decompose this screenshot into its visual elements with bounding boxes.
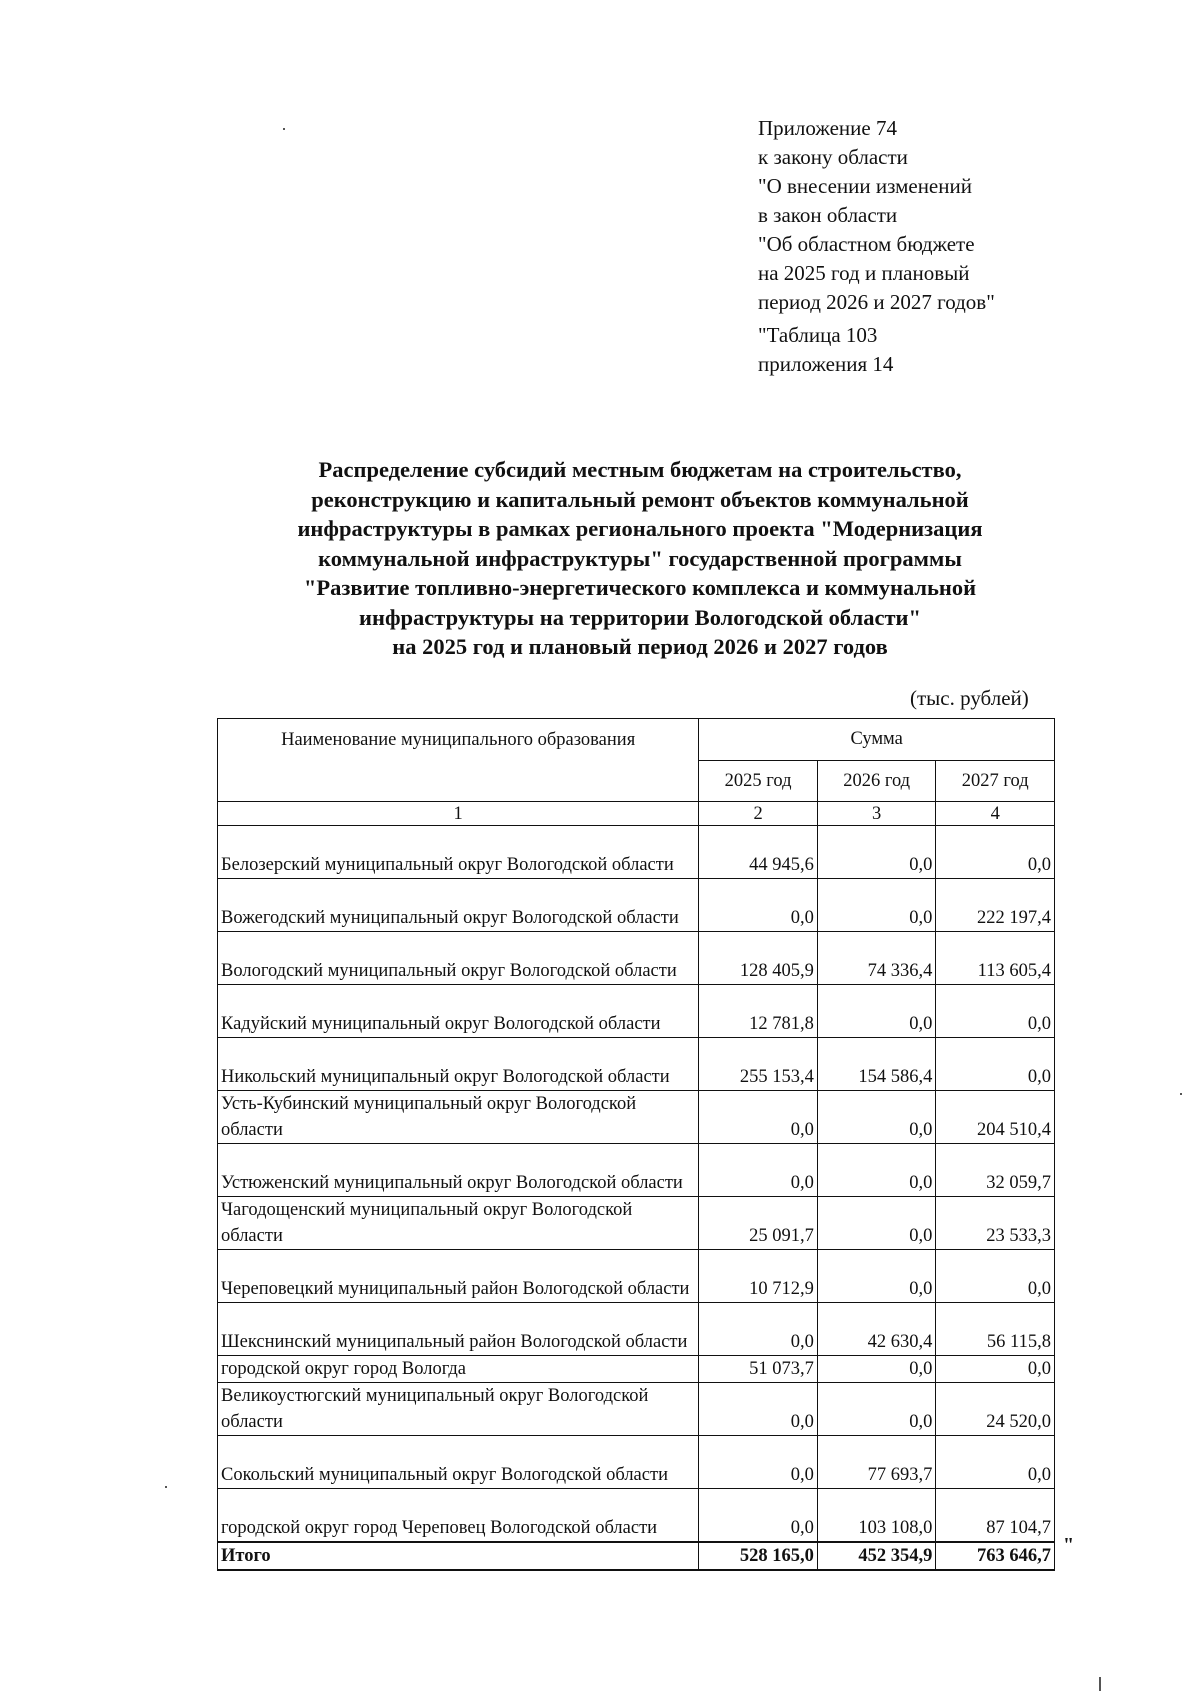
value-2026: 77 693,7 (817, 1436, 936, 1489)
appendix-header (758, 114, 1078, 379)
value-2025: 0,0 (699, 1144, 818, 1197)
value-2026: 42 630,4 (817, 1303, 936, 1356)
col-header-name: Наименование муниципального образования (218, 719, 699, 802)
value-2025: 0,0 (699, 879, 818, 932)
table-row (218, 1144, 1055, 1197)
value-2026: 0,0 (817, 985, 936, 1038)
title-line: инфраструктуры в рамках регионального проекта "Модернизация (297, 516, 983, 541)
value-2027: 0,0 (936, 1250, 1055, 1303)
col-number: 1 (218, 802, 699, 826)
row-name: Никольский муниципальный округ Вологодской области (218, 1038, 699, 1091)
table-ref-line: "Таблица 103 (758, 323, 878, 347)
value-2026: 0,0 (817, 879, 936, 932)
table-row (218, 1489, 1055, 1543)
value-2026: 74 336,4 (817, 932, 936, 985)
value-2026: 0,0 (817, 1383, 936, 1436)
value-2027: 87 104,7 (936, 1489, 1055, 1543)
value-2025: 10 712,9 (699, 1250, 818, 1303)
row-name: Белозерский муниципальный округ Вологодской области (218, 826, 699, 879)
row-name: городской округ город Череповец Вологодской области (218, 1489, 699, 1543)
value-2026: 0,0 (817, 1144, 936, 1197)
row-name: Усть-Кубинский муниципальный округ Вологодской области (218, 1091, 699, 1144)
total-row (218, 1542, 1055, 1570)
col-number: 3 (817, 802, 936, 826)
value-2027: 0,0 (936, 985, 1055, 1038)
value-2027: 222 197,4 (936, 879, 1055, 932)
row-name: Вологодский муниципальный округ Вологодской области (218, 932, 699, 985)
value-2025: 12 781,8 (699, 985, 818, 1038)
value-2027: 0,0 (936, 1436, 1055, 1489)
table-row (218, 1091, 1055, 1144)
value-2025: 0,0 (699, 1436, 818, 1489)
title-line: на 2025 год и плановый период 2026 и 2027 годов (392, 634, 888, 659)
appendix-line: Приложение 74 (758, 116, 897, 140)
value-2025: 44 945,6 (699, 826, 818, 879)
total-2027: 763 646,7 (936, 1542, 1055, 1570)
title-line: коммунальной инфраструктуры" государственной программы (318, 545, 962, 571)
appendix-line: "Об областном бюджете (758, 232, 975, 256)
table-row (218, 879, 1055, 932)
col-number: 4 (936, 802, 1055, 826)
scan-speck (283, 128, 285, 130)
table-row (218, 932, 1055, 985)
col-header-year: 2025 год (699, 761, 818, 802)
row-name: Устюженский муниципальный округ Вологодской области (218, 1144, 699, 1197)
table-row (218, 985, 1055, 1038)
table-row (218, 1197, 1055, 1250)
row-name: Великоустюгский муниципальный округ Вологодской области (218, 1383, 699, 1436)
row-name: Кадуйский муниципальный округ Вологодской области (218, 985, 699, 1038)
scan-speck (1099, 1677, 1101, 1691)
col-header-sum: Сумма (699, 719, 1055, 761)
value-2027: 0,0 (936, 1356, 1055, 1383)
col-header-year: 2026 год (817, 761, 936, 802)
col-number: 2 (699, 802, 818, 826)
value-2026: 0,0 (817, 1250, 936, 1303)
value-2025: 0,0 (699, 1383, 818, 1436)
title-line: реконструкцию и капитальный ремонт объектов коммунальной (311, 486, 969, 512)
units-label: (тыс. рублей) (910, 686, 1029, 710)
total-2025: 528 165,0 (699, 1542, 818, 1570)
table-ref-line: приложения 14 (758, 352, 894, 376)
value-2026: 103 108,0 (817, 1489, 936, 1543)
title-line: Распределение субсидий местным бюджетам на строительство, (318, 457, 962, 482)
row-name: Вожегодский муниципальный округ Вологодской области (218, 879, 699, 932)
row-name: городской округ город Вологда (218, 1356, 699, 1383)
value-2025: 0,0 (699, 1091, 818, 1144)
value-2025: 0,0 (699, 1489, 818, 1543)
value-2027: 32 059,7 (936, 1144, 1055, 1197)
value-2027: 0,0 (936, 1038, 1055, 1091)
document-title (200, 455, 1080, 662)
value-2026: 0,0 (817, 1091, 936, 1144)
table-row (218, 1250, 1055, 1303)
value-2025: 0,0 (699, 1303, 818, 1356)
table-row (218, 1383, 1055, 1436)
appendix-line: к закону области (758, 145, 908, 169)
row-name: Шекснинский муниципальный район Вологодской области (218, 1303, 699, 1356)
subsidy-table (217, 718, 1055, 1571)
appendix-line: "О внесении изменений (758, 174, 972, 198)
table-row (218, 1303, 1055, 1356)
table-row (218, 826, 1055, 879)
value-2025: 51 073,7 (699, 1356, 818, 1383)
table-row (218, 1436, 1055, 1489)
value-2027: 113 605,4 (936, 932, 1055, 985)
value-2027: 0,0 (936, 826, 1055, 879)
appendix-line: на 2025 год и плановый (758, 261, 970, 285)
title-line: "Развитие топливно-энергетического комплекса и коммунальной (303, 575, 977, 600)
value-2027: 204 510,4 (936, 1091, 1055, 1144)
table-row (218, 1356, 1055, 1383)
value-2026: 0,0 (817, 1197, 936, 1250)
value-2025: 255 153,4 (699, 1038, 818, 1091)
table-row (218, 1038, 1055, 1091)
row-name: Чагодощенский муниципальный округ Вологодской области (218, 1197, 699, 1250)
appendix-line: в закон области (758, 203, 898, 227)
value-2026: 154 586,4 (817, 1038, 936, 1091)
closing-quote: " (1063, 1534, 1075, 1556)
value-2027: 24 520,0 (936, 1383, 1055, 1436)
scan-speck (1180, 1093, 1182, 1095)
total-2026: 452 354,9 (817, 1542, 936, 1570)
scan-speck (165, 1486, 167, 1488)
title-line: инфраструктуры на территории Вологодской области" (359, 604, 921, 630)
value-2026: 0,0 (817, 1356, 936, 1383)
value-2025: 25 091,7 (699, 1197, 818, 1250)
col-header-year: 2027 год (936, 761, 1055, 802)
total-label: Итого (218, 1542, 699, 1570)
value-2027: 56 115,8 (936, 1303, 1055, 1356)
appendix-line: период 2026 и 2027 годов" (758, 290, 995, 314)
row-name: Череповецкий муниципальный район Вологодской области (218, 1250, 699, 1303)
value-2026: 0,0 (817, 826, 936, 879)
value-2027: 23 533,3 (936, 1197, 1055, 1250)
row-name: Сокольский муниципальный округ Вологодской области (218, 1436, 699, 1489)
value-2025: 128 405,9 (699, 932, 818, 985)
